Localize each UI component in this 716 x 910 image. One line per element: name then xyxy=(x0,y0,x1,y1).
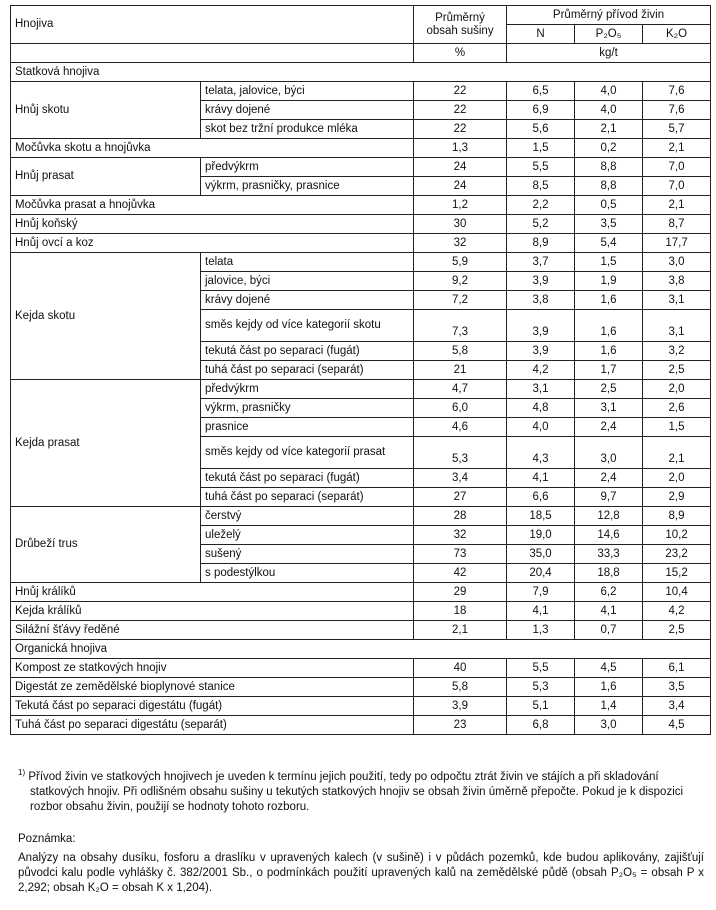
subcategory-cell: předvýkrm xyxy=(201,380,414,399)
k2o-cell: 3,0 xyxy=(643,253,711,272)
dry-matter-cell: 28 xyxy=(414,507,507,526)
p2o5-cell: 1,6 xyxy=(575,310,643,342)
subcategory-cell: předvýkrm xyxy=(201,158,414,177)
footnote-marker: 1) xyxy=(18,768,26,778)
section-title: Statková hnojiva xyxy=(11,63,711,82)
subcategory-cell: krávy dojené xyxy=(201,101,414,120)
note-label: Poznámka: xyxy=(18,833,76,845)
subcategory-cell: tekutá část po separaci (fugát) xyxy=(201,342,414,361)
p2o5-cell: 14,6 xyxy=(575,526,643,545)
p2o5-cell: 2,5 xyxy=(575,380,643,399)
group-name: Hnůj prasat xyxy=(11,158,201,196)
p2o5-cell: 1,4 xyxy=(575,697,643,716)
fertilizer-name: Tekutá část po separaci digestátu (fugát) xyxy=(11,697,414,716)
fertilizer-name: Močůvka prasat a hnojůvka xyxy=(11,196,414,215)
n-cell: 3,8 xyxy=(507,291,575,310)
group-name: Kejda prasat xyxy=(11,380,201,507)
subcategory-cell: směs kejdy od více kategorií prasat xyxy=(201,437,414,469)
n-cell: 8,5 xyxy=(507,177,575,196)
dry-matter-cell: 5,3 xyxy=(414,437,507,469)
dry-matter-cell: 27 xyxy=(414,488,507,507)
k2o-cell: 15,2 xyxy=(643,564,711,583)
table-row xyxy=(11,380,711,399)
header-k2o: K₂O xyxy=(643,25,711,44)
p2o5-cell: 3,1 xyxy=(575,399,643,418)
p2o5-cell: 3,0 xyxy=(575,716,643,735)
note-text: Analýzy na obsahy dusíku, fosforu a draslíku v upravených kalech (v sušině) i v půdách pozemků, kde budou aplikovány, zajišťují původci kalu podle vyhlášky č. 382/2001 Sb., o podmínkách použití upravených kalů na zemědělské půdě (obsah P₂O₅ = obsah P x 2,292; obsah K₂O = obsah K x 1,204). xyxy=(18,852,704,894)
dry-matter-cell: 22 xyxy=(414,101,507,120)
p2o5-cell: 2,4 xyxy=(575,469,643,488)
table-row xyxy=(11,139,711,158)
k2o-cell: 2,0 xyxy=(643,469,711,488)
k2o-cell: 7,6 xyxy=(643,82,711,101)
k2o-cell: 2,1 xyxy=(643,139,711,158)
n-cell: 8,9 xyxy=(507,234,575,253)
n-cell: 18,5 xyxy=(507,507,575,526)
table-row xyxy=(11,621,711,640)
p2o5-cell: 8,8 xyxy=(575,158,643,177)
p2o5-cell: 4,0 xyxy=(575,82,643,101)
dry-matter-cell: 7,3 xyxy=(414,310,507,342)
dry-matter-cell: 5,8 xyxy=(414,678,507,697)
k2o-cell: 4,2 xyxy=(643,602,711,621)
n-cell: 5,1 xyxy=(507,697,575,716)
fertilizer-name: Močůvka skotu a hnojůvka xyxy=(11,139,414,158)
table-row xyxy=(11,196,711,215)
n-cell: 2,2 xyxy=(507,196,575,215)
subcategory-cell: s podestýlkou xyxy=(201,564,414,583)
n-cell: 6,9 xyxy=(507,101,575,120)
p2o5-cell: 6,2 xyxy=(575,583,643,602)
n-cell: 4,3 xyxy=(507,437,575,469)
fertilizer-name: Hnůj ovcí a koz xyxy=(11,234,414,253)
section-title: Organická hnojiva xyxy=(11,640,711,659)
p2o5-cell: 3,5 xyxy=(575,215,643,234)
fertilizer-name: Tuhá část po separaci digestátu (separát) xyxy=(11,716,414,735)
n-cell: 6,5 xyxy=(507,82,575,101)
p2o5-cell: 12,8 xyxy=(575,507,643,526)
p2o5-cell: 4,0 xyxy=(575,101,643,120)
p2o5-cell: 1,6 xyxy=(575,342,643,361)
n-cell: 7,9 xyxy=(507,583,575,602)
header-n: N xyxy=(507,25,575,44)
table-row xyxy=(11,602,711,621)
p2o5-cell: 5,4 xyxy=(575,234,643,253)
subcategory-cell: prasnice xyxy=(201,418,414,437)
section-row xyxy=(11,63,711,82)
p2o5-cell: 1,5 xyxy=(575,253,643,272)
footnote xyxy=(18,770,716,815)
group-name: Kejda skotu xyxy=(11,253,201,380)
table-row xyxy=(11,716,711,735)
dry-matter-cell: 2,1 xyxy=(414,621,507,640)
n-cell: 6,6 xyxy=(507,488,575,507)
p2o5-cell: 18,8 xyxy=(575,564,643,583)
k2o-cell: 3,1 xyxy=(643,310,711,342)
footnote-text: Přívod živin ve statkových hnojivech je uveden k termínu jejich použití, tedy po odpočtu ztrát živin ve stájích a při skladování statkových hnojiv. Při odlišném obsahu sušiny u tekutých statkových hnojiv se obsah živin úměrně přepočte. Pokud je k dispozici rozbor obsahu živin, použijí se hodnoty tohoto rozboru. xyxy=(28,771,684,813)
unit-row xyxy=(11,44,711,63)
p2o5-cell: 4,5 xyxy=(575,659,643,678)
dry-matter-cell: 24 xyxy=(414,158,507,177)
p2o5-cell: 0,2 xyxy=(575,139,643,158)
subcategory-cell: tekutá část po separaci (fugát) xyxy=(201,469,414,488)
n-cell: 3,1 xyxy=(507,380,575,399)
p2o5-cell: 0,5 xyxy=(575,196,643,215)
k2o-cell: 2,1 xyxy=(643,437,711,469)
header-row-1 xyxy=(11,6,711,25)
subcategory-cell: sušený xyxy=(201,545,414,564)
n-cell: 4,1 xyxy=(507,602,575,621)
n-cell: 4,0 xyxy=(507,418,575,437)
dry-matter-cell: 1,3 xyxy=(414,139,507,158)
k2o-cell: 3,8 xyxy=(643,272,711,291)
table-row xyxy=(11,215,711,234)
n-cell: 3,9 xyxy=(507,272,575,291)
n-cell: 35,0 xyxy=(507,545,575,564)
dry-matter-cell: 3,9 xyxy=(414,697,507,716)
k2o-cell: 10,4 xyxy=(643,583,711,602)
dry-matter-cell: 22 xyxy=(414,82,507,101)
fertilizer-name: Silážní šťávy ředěné xyxy=(11,621,414,640)
n-cell: 3,7 xyxy=(507,253,575,272)
k2o-cell: 6,1 xyxy=(643,659,711,678)
n-cell: 4,1 xyxy=(507,469,575,488)
p2o5-cell: 1,6 xyxy=(575,678,643,697)
n-cell: 1,5 xyxy=(507,139,575,158)
p2o5-cell: 1,9 xyxy=(575,272,643,291)
dry-matter-cell: 4,7 xyxy=(414,380,507,399)
subcategory-cell: tuhá část po separaci (separát) xyxy=(201,361,414,380)
n-cell: 20,4 xyxy=(507,564,575,583)
fertilizer-name: Hnůj králíků xyxy=(11,583,414,602)
n-cell: 3,9 xyxy=(507,342,575,361)
fertilizer-name: Digestát ze zemědělské bioplynové stanice xyxy=(11,678,414,697)
p2o5-cell: 1,6 xyxy=(575,291,643,310)
dry-matter-cell: 32 xyxy=(414,234,507,253)
dry-matter-cell: 30 xyxy=(414,215,507,234)
dry-matter-cell: 73 xyxy=(414,545,507,564)
k2o-cell: 7,0 xyxy=(643,177,711,196)
dry-matter-cell: 5,9 xyxy=(414,253,507,272)
k2o-cell: 1,5 xyxy=(643,418,711,437)
fertilizer-name: Kompost ze statkových hnojiv xyxy=(11,659,414,678)
group-name: Drůbeží trus xyxy=(11,507,201,583)
n-cell: 1,3 xyxy=(507,621,575,640)
table-row xyxy=(11,253,711,272)
dry-matter-cell: 3,4 xyxy=(414,469,507,488)
table-row xyxy=(11,234,711,253)
subcategory-cell: telata, jalovice, býci xyxy=(201,82,414,101)
n-cell: 3,9 xyxy=(507,310,575,342)
k2o-cell: 3,5 xyxy=(643,678,711,697)
k2o-cell: 2,5 xyxy=(643,621,711,640)
k2o-cell: 4,5 xyxy=(643,716,711,735)
dry-matter-cell: 1,2 xyxy=(414,196,507,215)
table-row xyxy=(11,659,711,678)
k2o-cell: 7,6 xyxy=(643,101,711,120)
k2o-cell: 2,6 xyxy=(643,399,711,418)
n-cell: 5,5 xyxy=(507,659,575,678)
p2o5-cell: 3,0 xyxy=(575,437,643,469)
k2o-cell: 8,7 xyxy=(643,215,711,234)
k2o-cell: 7,0 xyxy=(643,158,711,177)
table-row xyxy=(11,678,711,697)
dry-matter-cell: 4,6 xyxy=(414,418,507,437)
k2o-cell: 3,1 xyxy=(643,291,711,310)
dry-matter-cell: 40 xyxy=(414,659,507,678)
header-p2o5: P₂O₅ xyxy=(575,25,643,44)
k2o-cell: 3,2 xyxy=(643,342,711,361)
table-row xyxy=(11,583,711,602)
n-cell: 6,8 xyxy=(507,716,575,735)
n-cell: 5,3 xyxy=(507,678,575,697)
table-row xyxy=(11,507,711,526)
unit-kg-per-t: kg/t xyxy=(507,44,711,63)
n-cell: 5,6 xyxy=(507,120,575,139)
header-hnojiva: Hnojiva xyxy=(11,6,414,44)
k2o-cell: 2,9 xyxy=(643,488,711,507)
subcategory-cell: výkrm, prasničky xyxy=(201,399,414,418)
p2o5-cell: 1,7 xyxy=(575,361,643,380)
section-row xyxy=(11,640,711,659)
group-name: Hnůj skotu xyxy=(11,82,201,139)
dry-matter-cell: 6,0 xyxy=(414,399,507,418)
subcategory-cell: čerstvý xyxy=(201,507,414,526)
p2o5-cell: 2,4 xyxy=(575,418,643,437)
p2o5-cell: 0,7 xyxy=(575,621,643,640)
dry-matter-cell: 24 xyxy=(414,177,507,196)
dry-matter-cell: 7,2 xyxy=(414,291,507,310)
n-cell: 5,2 xyxy=(507,215,575,234)
subcategory-cell: telata xyxy=(201,253,414,272)
n-cell: 5,5 xyxy=(507,158,575,177)
k2o-cell: 2,1 xyxy=(643,196,711,215)
dry-matter-cell: 9,2 xyxy=(414,272,507,291)
dry-matter-cell: 21 xyxy=(414,361,507,380)
k2o-cell: 8,9 xyxy=(643,507,711,526)
fertilizer-name: Kejda králíků xyxy=(11,602,414,621)
n-cell: 4,2 xyxy=(507,361,575,380)
k2o-cell: 2,5 xyxy=(643,361,711,380)
p2o5-cell: 2,1 xyxy=(575,120,643,139)
k2o-cell: 5,7 xyxy=(643,120,711,139)
p2o5-cell: 8,8 xyxy=(575,177,643,196)
dry-matter-cell: 22 xyxy=(414,120,507,139)
k2o-cell: 23,2 xyxy=(643,545,711,564)
subcategory-cell: výkrm, prasničky, prasnice xyxy=(201,177,414,196)
p2o5-cell: 4,1 xyxy=(575,602,643,621)
fertilizer-name: Hnůj koňský xyxy=(11,215,414,234)
p2o5-cell: 33,3 xyxy=(575,545,643,564)
k2o-cell: 17,7 xyxy=(643,234,711,253)
nutrient-table xyxy=(10,5,711,735)
dry-matter-cell: 5,8 xyxy=(414,342,507,361)
unit-percent: % xyxy=(414,44,507,63)
k2o-cell: 2,0 xyxy=(643,380,711,399)
table-row xyxy=(11,697,711,716)
n-cell: 4,8 xyxy=(507,399,575,418)
dry-matter-cell: 23 xyxy=(414,716,507,735)
subcategory-cell: směs kejdy od více kategorií skotu xyxy=(201,310,414,342)
k2o-cell: 3,4 xyxy=(643,697,711,716)
k2o-cell: 10,2 xyxy=(643,526,711,545)
subcategory-cell: skot bez tržní produkce mléka xyxy=(201,120,414,139)
subcategory-cell: tuhá část po separaci (separát) xyxy=(201,488,414,507)
dry-matter-cell: 32 xyxy=(414,526,507,545)
dry-matter-cell: 42 xyxy=(414,564,507,583)
table-row xyxy=(11,82,711,101)
subcategory-cell: jalovice, býci xyxy=(201,272,414,291)
dry-matter-cell: 29 xyxy=(414,583,507,602)
header-dry-matter: Průměrný obsah sušiny xyxy=(414,6,507,44)
header-nutrient-supply: Průměrný přívod živin xyxy=(507,6,711,25)
table-row xyxy=(11,158,711,177)
subcategory-cell: krávy dojené xyxy=(201,291,414,310)
subcategory-cell: uleželý xyxy=(201,526,414,545)
p2o5-cell: 9,7 xyxy=(575,488,643,507)
n-cell: 19,0 xyxy=(507,526,575,545)
dry-matter-cell: 18 xyxy=(414,602,507,621)
